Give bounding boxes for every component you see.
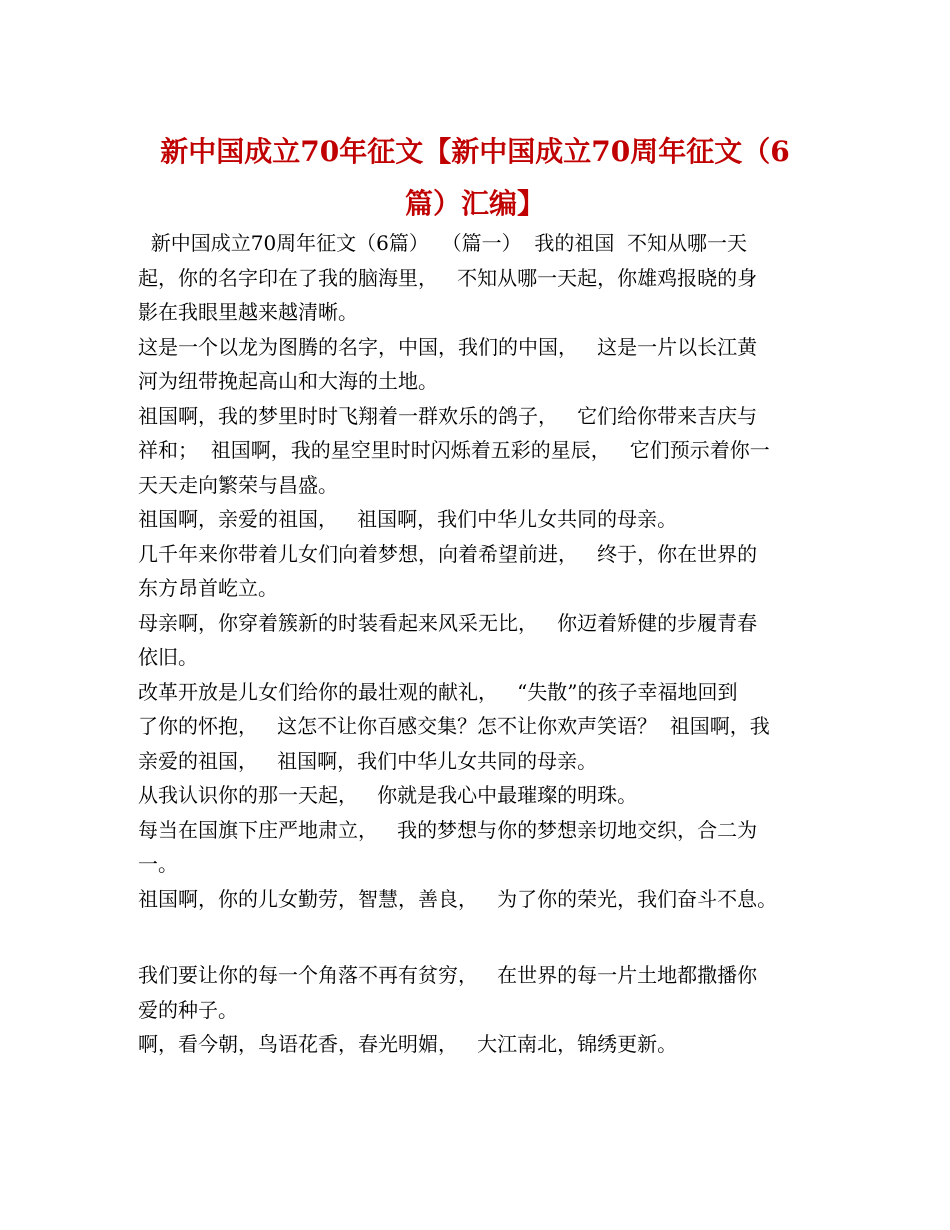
text-line: 这是一个以龙为图腾的名字，中国，我们的中国， 这是一片以长江黄 [138,334,758,359]
text-line: 我们要让你的每一个角落不再有贫穷， 在世界的每一片土地都撒播你 [138,963,758,987]
text-line: 啊，看今朝，鸟语花香，春光明媚， 大江南北，锦绣更新。 [138,1032,678,1056]
text-line: 天天走向繁荣与昌盛。 [138,472,338,497]
text-line: 几千年来你带着儿女们向着梦想，向着希望前进， 终于，你在世界的 [138,541,758,566]
blank-line [138,916,838,958]
text-line: 一。 [138,852,178,876]
text-line: 祖国啊，我的梦里时时飞翔着一群欢乐的鸽子， 它们给你带来吉庆与 [138,403,758,428]
text-line: 祖国啊，你的儿女勤劳，智慧，善良， 为了你的荣光，我们奋斗不息。 [138,886,778,911]
text-line: 爱的种子。 [138,997,238,1022]
title-line-2: 篇）汇编】 [404,187,545,220]
essay-body [138,226,838,1062]
text-line: 每当在国旗下庄严地肃立， 我的梦想与你的梦想亲切地交织，合二为 [138,817,758,842]
text-line: 新中国成立70周年征文（6篇） （篇一） 我的祖国 不知从哪一天 [138,231,748,255]
text-line: 东方昂首屹立。 [138,576,278,600]
text-line: 祥和； 祖国啊，我的星空里时时闪烁着五彩的星辰， 它们预示着你一 [138,438,770,462]
text-line: 了你的怀抱， 这怎不让你百感交集？怎不让你欢声笑语？ 祖国啊，我 [138,714,770,738]
text-line: 依旧。 [138,645,198,669]
title-line-1: 新中国成立70年征文【新中国成立70周年征文（6 [160,135,790,168]
text-line: 祖国啊，亲爱的祖国， 祖国啊，我们中华儿女共同的母亲。 [138,507,678,531]
text-line: 影在我眼里越来越清晰。 [138,300,358,324]
text-line: 河为纽带挽起高山和大海的土地。 [138,369,438,393]
text-line: 起，你的名字印在了我的脑海里， 不知从哪一天起，你雄鸡报晓的身 [138,265,758,290]
text-line: 母亲啊，你穿着簇新的时装看起来风采无比， 你迈着矫健的步履青春 [138,610,758,635]
text-line: 改革开放是儿女们给你的最壮观的献礼， “失散”的孩子幸福地回到 [138,679,738,704]
text-line: 亲爱的祖国， 祖国啊，我们中华儿女共同的母亲。 [138,748,598,773]
text-line: 从我认识你的那一天起， 你就是我心中最璀璨的明珠。 [138,783,638,807]
document-title [0,126,950,230]
